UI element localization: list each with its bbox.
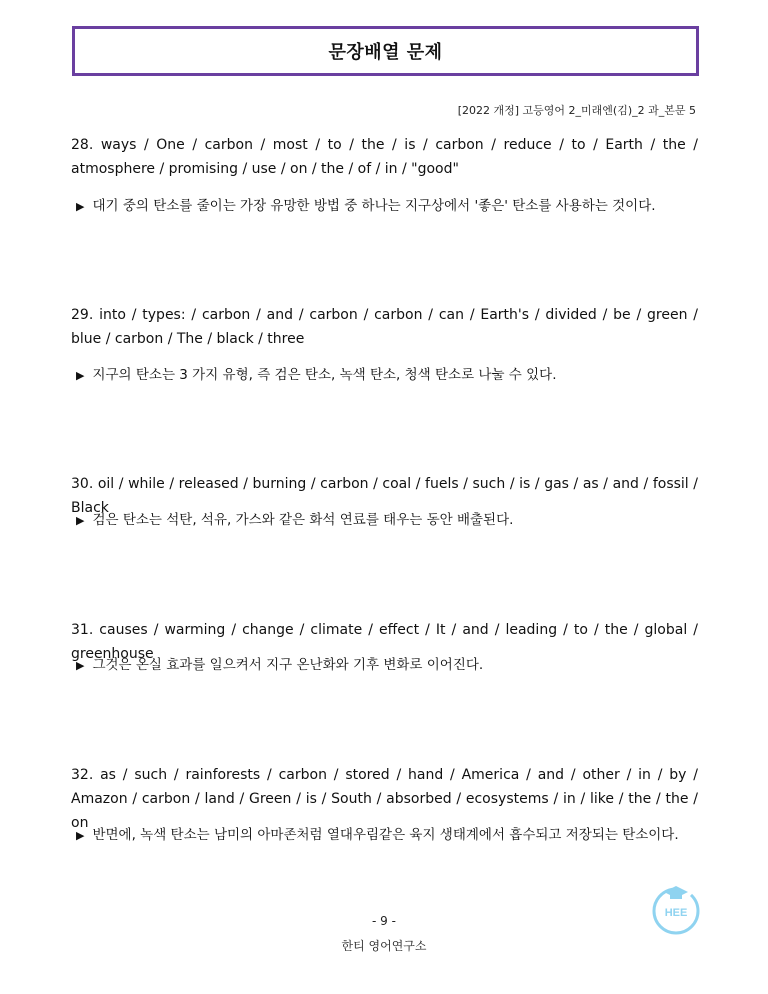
page-number: - 9 -: [372, 914, 396, 928]
source-label: [2022 개정] 고등영어 2_미래엔(김)_2 과_본문 5: [457, 104, 696, 117]
answer-29: [76, 363, 698, 388]
bullet-icon: ▶: [76, 659, 85, 672]
answer-31: [76, 653, 698, 678]
answer-text: 검은 탄소는 석탄, 석유, 가스와 같은 화석 연료를 태우는 동안 배출된다.: [92, 512, 514, 528]
bullet-icon: ▶: [76, 200, 85, 213]
bullet-icon: ▶: [76, 369, 85, 382]
answer-text: 대기 중의 탄소를 줄이는 가장 유망한 방법 중 하나는 지구상에서 '좋은' 탄소를 사용하는 것이다.: [92, 198, 656, 214]
question-28: 28. ways / One / carbon / most / to / the / is / carbon / reduce / to / Earth / the / atmosphere / promising / use / on / the / of / in / "good": [71, 137, 698, 177]
answer-text: 반면에, 녹색 탄소는 남미의 아마존처럼 열대우림같은 육지 생태계에서 흡수되고 저장되는 탄소이다.: [92, 827, 679, 843]
question-32: 32. as / such / rainforests / carbon / stored / hand / America / and / other / in / by / Amazon / carbon / land / Green / is / South / absorbed / ecosystems / in / like / the / the / on: [71, 767, 698, 831]
question-30: 30. oil / while / released / burning / carbon / coal / fuels / such / is / gas / as / and / fossil / Black: [71, 476, 698, 516]
logo-text: HEE: [664, 907, 688, 919]
answer-text: 그것은 온실 효과를 일으켜서 지구 온난화와 기후 변화로 이어진다.: [92, 657, 484, 673]
question-31: 31. causes / warming / change / climate / effect / It / and / leading / to / the / global / greenhouse: [71, 622, 698, 662]
bullet-icon: ▶: [76, 514, 85, 527]
bullet-icon: ▶: [76, 829, 85, 842]
title-box: [72, 26, 699, 76]
question-29: 29. into / types: / carbon / and / carbon / carbon / can / Earth's / divided / be / green / blue / carbon / The / black / three: [71, 307, 698, 347]
answer-30: [76, 508, 698, 533]
footer-org: 한티 영어연구소: [341, 939, 427, 953]
answer-32: [76, 823, 698, 848]
answer-28: [76, 194, 698, 219]
answer-text: 지구의 탄소는 3 가지 유형, 즉 검은 탄소, 녹색 탄소, 청색 탄소로 나눌 수 있다.: [92, 367, 557, 383]
page-title: 문장배열 문제: [328, 42, 443, 63]
